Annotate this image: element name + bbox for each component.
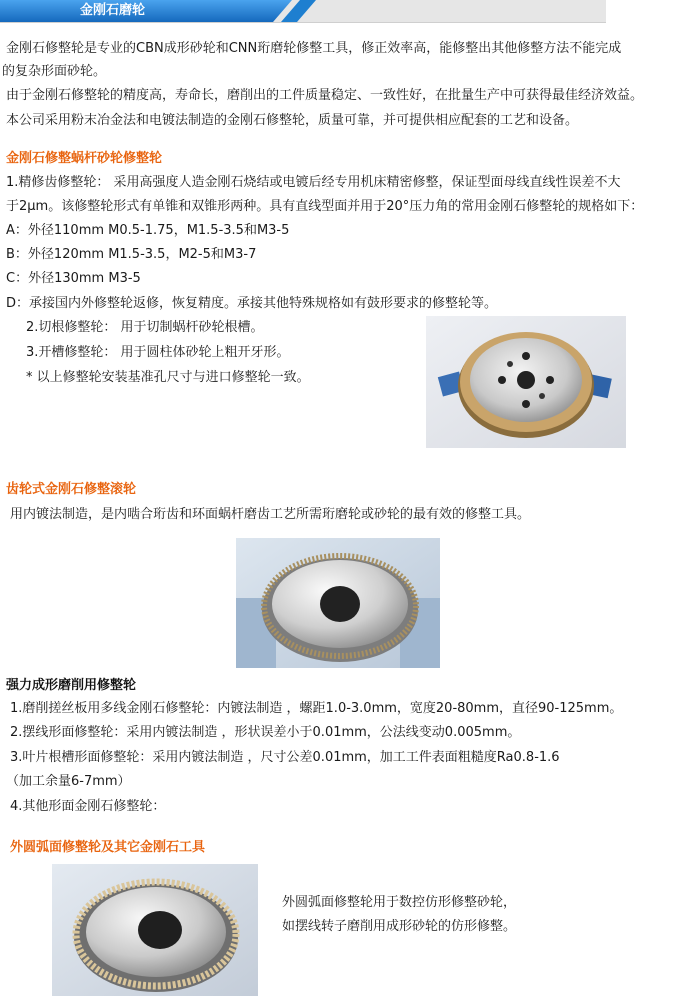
product-photo-worm-dresser <box>426 316 626 448</box>
section3-line: 3.叶片根槽形面修整轮：采用内镀法制造 ，尺寸公差0.01mm，加工工件表面粗糙度Ra0.8-1.6 <box>10 750 560 765</box>
section3-line: 2.摆线形面修整轮：采用内镀法制造 ，形状误差小于0.01mm，公法线变动0.005mm。 <box>10 725 521 740</box>
intro-line-2: 的复杂形面砂轮。 <box>2 64 107 79</box>
section4-title: 外圆弧面修整轮及其它金刚石工具 <box>10 840 206 855</box>
section2-title: 齿轮式金刚石修整滚轮 <box>6 482 137 497</box>
section1-line: 于2μm。该修整轮形式有单锥和双锥形两种。具有直线型面并用于20°压力角的常用金刚石修整轮的规格如下： <box>6 199 644 214</box>
product-photo-gear-dresser <box>236 538 440 668</box>
section1-line: A：外径110mm M0.5-1.75，M1.5-3.5和M3-5 <box>6 223 290 238</box>
section4-line: 如摆线转子磨削用成形砂轮的仿形修整。 <box>282 919 517 934</box>
section1-line: C：外径130mm M3-5 <box>6 271 141 286</box>
section1-line: 1.精修齿修整轮： 采用高强度人造金刚石烧结或电镀后经专用机床精密修整，保证型面母线直线性误差不大 <box>6 175 621 190</box>
section4-line: 外圆弧面修整轮用于数控仿形修整砂轮， <box>282 895 517 910</box>
section2-line: 用内镀法制造，是内啮合珩齿和环面蜗杆磨齿工艺所需珩磨轮或砂轮的最有效的修整工具。 <box>10 507 531 522</box>
section3-line: 1.磨削搓丝板用多线金刚石修整轮：内镀法制造 ，螺距1.0-3.0mm，宽度20-80mm，直径90-125mm。 <box>10 701 623 716</box>
section1-line: D：承接国内外修整轮返修，恢复精度。承接其他特殊规格如有鼓形要求的修整轮等。 <box>6 296 498 311</box>
intro-line-3: 由于金刚石修整轮的精度高，寿命长，磨削出的工件质量稳定、一致性好，在批量生产中可获得最佳经济效益。 <box>6 88 644 103</box>
page-title: 金刚石磨轮 <box>80 3 146 18</box>
section1-title: 金刚石修整蜗杆砂轮修整轮 <box>6 151 163 166</box>
product-photo-arc-dresser <box>52 864 258 996</box>
section3-title: 强力成形磨削用修整轮 <box>6 678 137 693</box>
section1-line: 3.开槽修整轮： 用于圆柱体砂轮上粗开牙形。 <box>26 345 290 360</box>
section1-line: 2.切根修整轮： 用于切制蜗杆砂轮根槽。 <box>26 320 264 335</box>
section1-line: B：外径120mm M1.5-3.5，M2-5和M3-7 <box>6 247 257 262</box>
section3-line: 4.其他形面金刚石修整轮： <box>10 799 166 814</box>
intro-line-1: 金刚石修整轮是专业的CBN成形砂轮和CNN珩磨轮修整工具，修正效率高，能修整出其他修整方法不能完成 <box>6 41 622 56</box>
intro-line-4: 本公司采用粉末冶金法和电镀法制造的金刚石修整轮，质量可靠，并可提供相应配套的工艺和设备。 <box>6 113 579 128</box>
section3-line: （加工余量6-7mm） <box>6 774 131 789</box>
section1-line: * 以上修整轮安装基准孔尺寸与进口修整轮一致。 <box>26 370 310 385</box>
header-tab <box>0 0 330 22</box>
